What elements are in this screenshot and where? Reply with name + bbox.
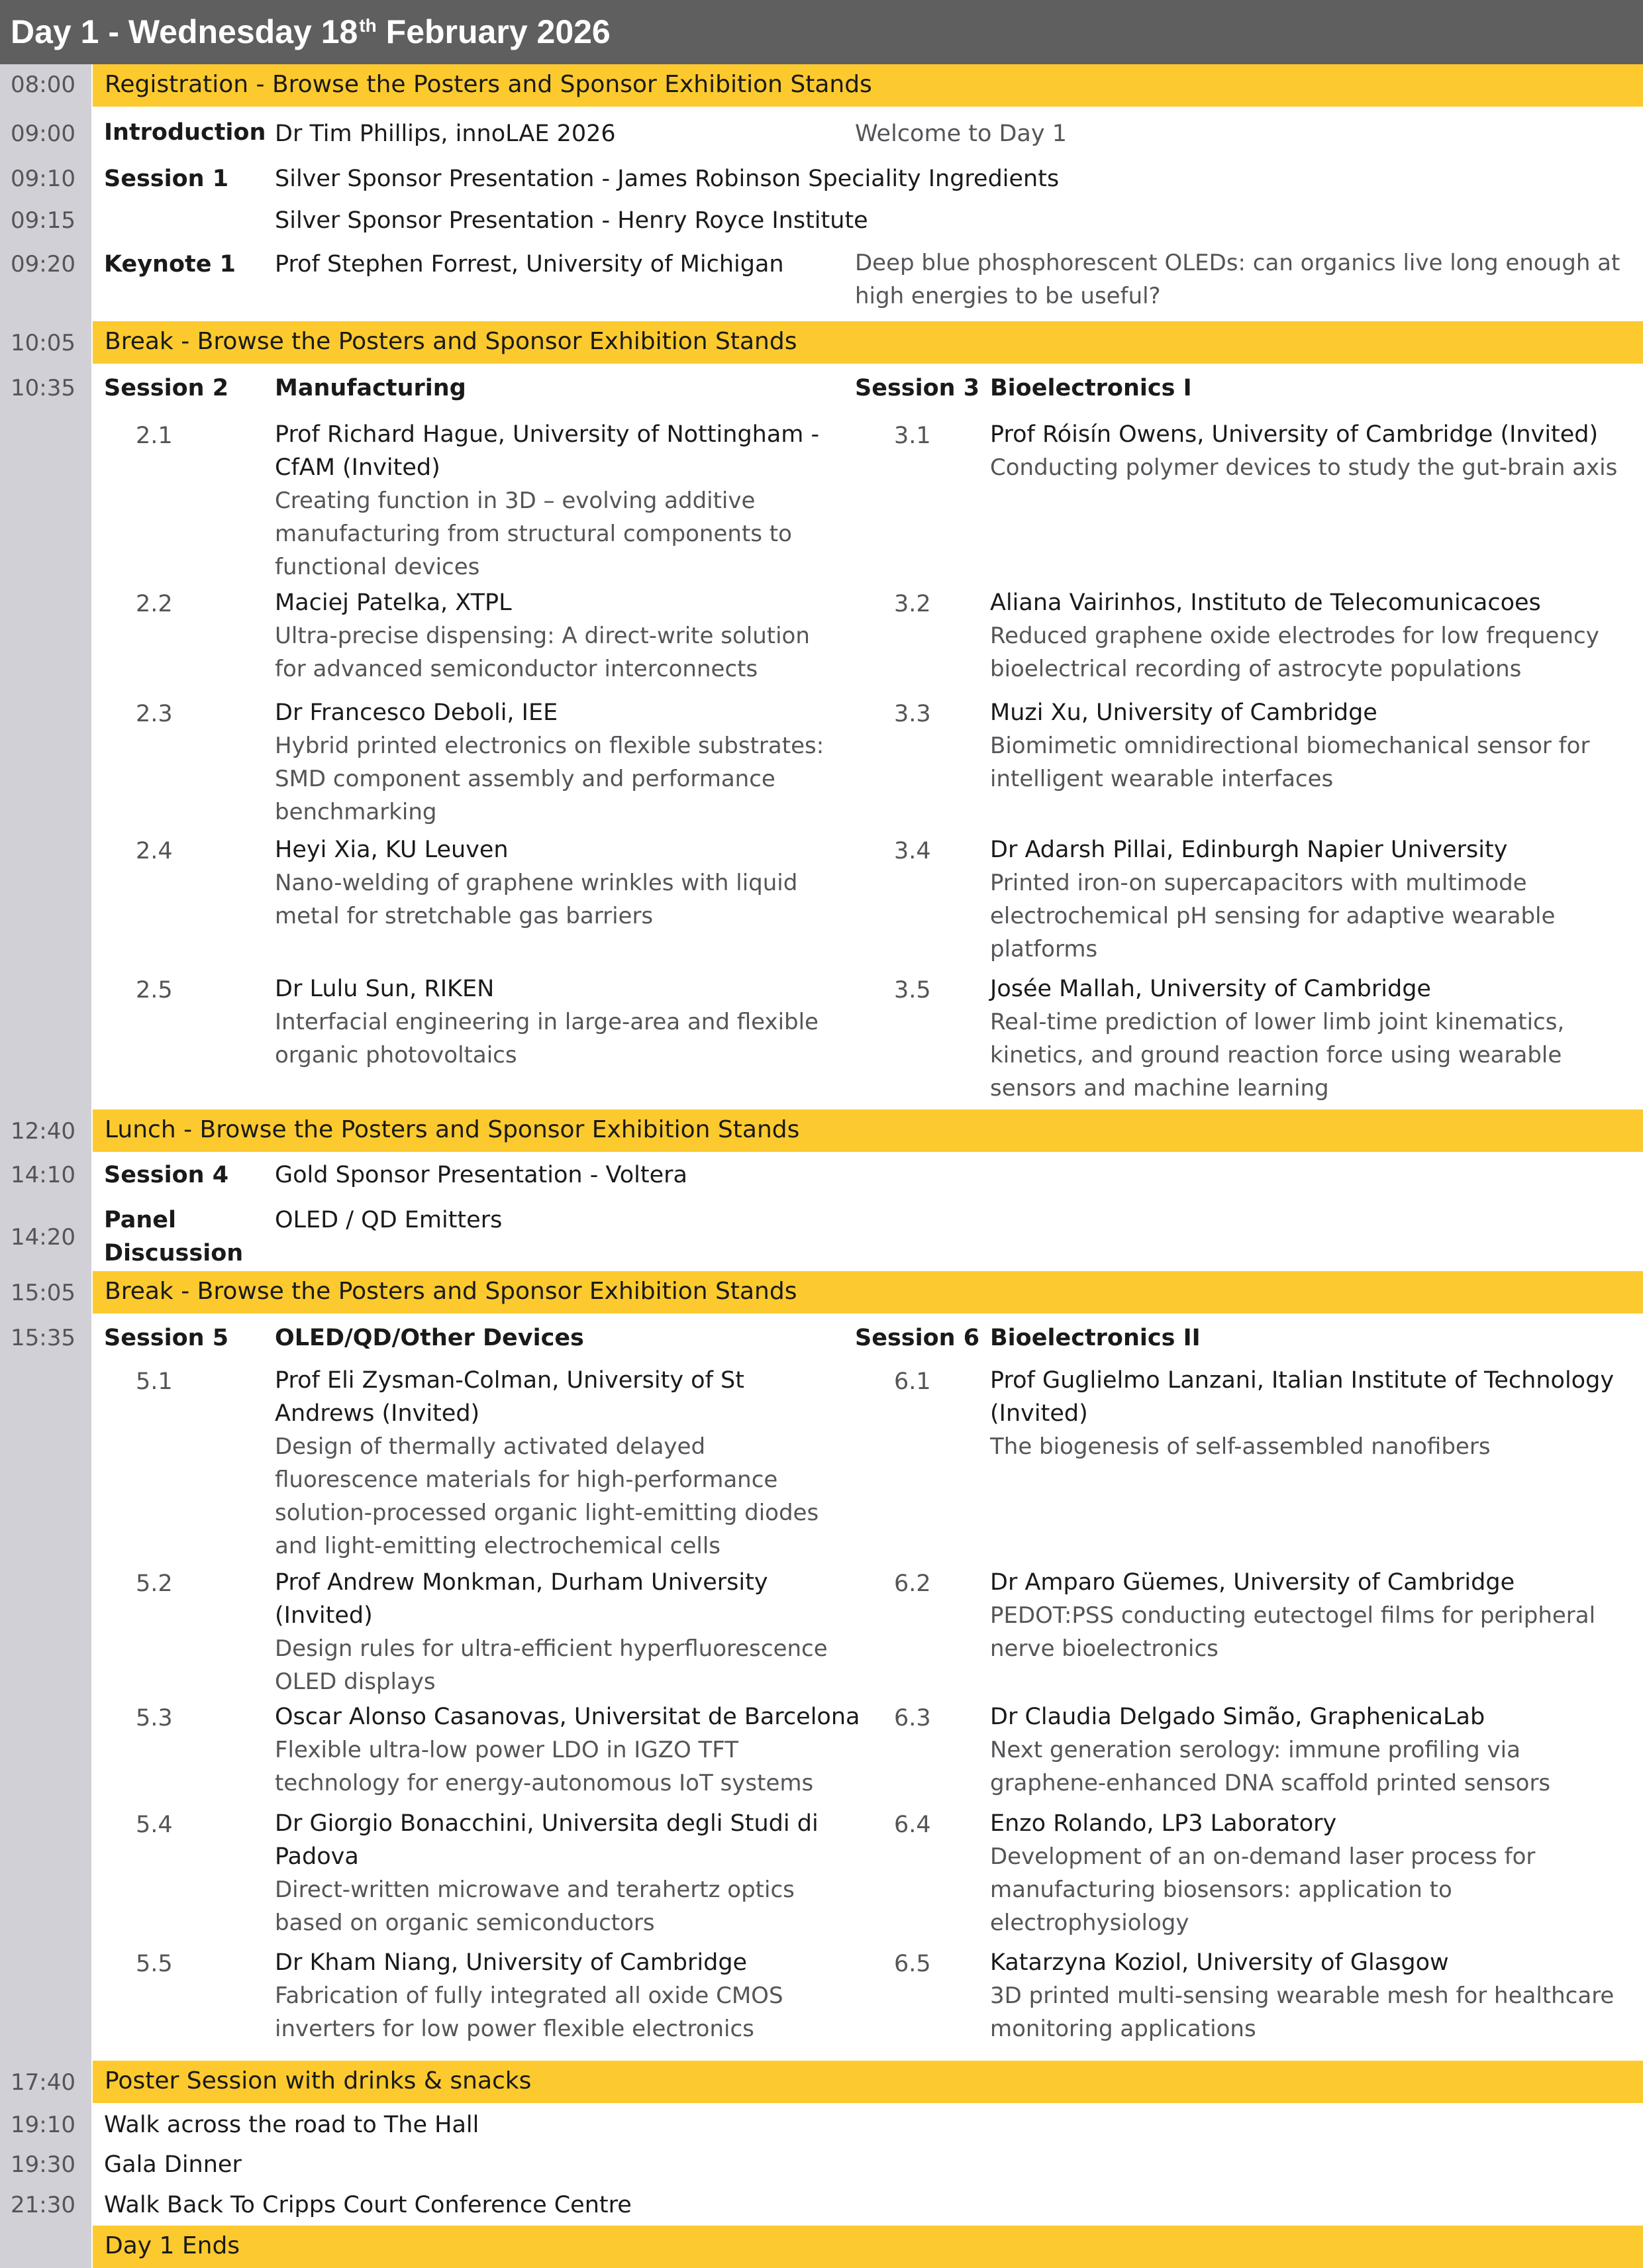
talk-speaker: Dr Claudia Delgado Simão, GraphenicaLab	[990, 1704, 1485, 1730]
session4-label: Session 4	[104, 1162, 229, 1188]
talk-title: Development of an on-demand laser process for manufacturing biosensors: application to electrophysiology	[990, 1843, 1536, 1936]
talk-number: 3.1	[894, 423, 931, 449]
talk-number: 5.2	[136, 1571, 173, 1597]
day-header: Day 1 - Wednesday 18th February 2026	[0, 0, 1643, 64]
talk-title: Next generation serology: immune profiling via graphene-enhanced DNA scaffold printed sensors	[990, 1737, 1551, 1796]
session5-label: Session 5	[104, 1325, 229, 1351]
break-band: Break - Browse the Posters and Sponsor Exhibition Stands	[93, 1271, 1643, 1314]
talk-speaker: Enzo Rolando, LP3 Laboratory	[990, 1810, 1337, 1837]
talk-speaker: Prof Róisín Owens, University of Cambridge (Invited)	[990, 421, 1599, 448]
intro-note: Welcome to Day 1	[855, 121, 1067, 147]
session2-label: Session 2	[104, 375, 229, 401]
talk-title: Flexible ultra-low power LDO in IGZO TFT technology for energy-autonomous IoT systems	[275, 1737, 814, 1796]
talk-speaker: Dr Francesco Deboli, IEE	[275, 699, 558, 726]
break-band: Break - Browse the Posters and Sponsor Exhibition Stands	[93, 321, 1643, 364]
time-label: 09:00	[11, 121, 75, 147]
talk-number: 6.1	[894, 1368, 931, 1395]
talk-number: 2.2	[136, 591, 173, 617]
talk-title: Conducting polymer devices to study the gut-brain axis	[990, 454, 1618, 481]
talk-speaker: Dr Giorgio Bonacchini, Universita degli Studi di Padova	[275, 1810, 819, 1870]
talk-title: The biogenesis of self-assembled nanofibers	[990, 1433, 1491, 1460]
talk-speaker: Muzi Xu, University of Cambridge	[990, 699, 1377, 726]
gala-dinner: Gala Dinner	[104, 2151, 242, 2178]
time-label: 15:05	[11, 1280, 75, 1306]
talk-title: Creating function in 3D – evolving additive manufacturing from structural components to functional devices	[275, 488, 792, 580]
session5-topic: OLED/QD/Other Devices	[275, 1325, 584, 1351]
talk-number: 3.3	[894, 701, 931, 727]
talk-number: 5.1	[136, 1368, 173, 1395]
talk-speaker: Dr Adarsh Pillai, Edinburgh Napier University	[990, 837, 1508, 863]
time-label: 12:40	[11, 1118, 75, 1145]
talk-number: 6.4	[894, 1812, 931, 1838]
talk-speaker: Prof Richard Hague, University of Nottingham - CfAM (Invited)	[275, 421, 820, 481]
talk-title: Ultra-precise dispensing: A direct-write solution for advanced semiconductor interconnects	[275, 623, 810, 682]
intro-speaker: Dr Tim Phillips, innoLAE 2026	[275, 121, 616, 147]
talk-title: Design rules for ultra-efficient hyperfluorescence OLED displays	[275, 1635, 828, 1695]
talk-title: Design of thermally activated delayed fluorescence materials for high-performance solution-processed organic light-emitting diodes and light-emitting electrochemical cells	[275, 1433, 819, 1559]
walk-back: Walk Back To Cripps Court Conference Centre	[104, 2192, 632, 2218]
session6-topic: Bioelectronics II	[990, 1325, 1201, 1351]
sponsor-presentation: Silver Sponsor Presentation - Henry Royce Institute	[275, 207, 868, 234]
registration-band: Registration - Browse the Posters and Sponsor Exhibition Stands	[93, 64, 1643, 107]
talk-speaker: Prof Eli Zysman-Colman, University of St Andrews (Invited)	[275, 1367, 744, 1427]
time-label: 08:00	[11, 72, 75, 98]
talk-number: 3.4	[894, 838, 931, 864]
time-label: 10:05	[11, 330, 75, 356]
talk-speaker: Dr Amparo Güemes, University of Cambridge	[990, 1569, 1515, 1596]
talk-title: Fabrication of fully integrated all oxide CMOS inverters for low power flexible electronics	[275, 1983, 783, 2042]
talk-title: Printed iron-on supercapacitors with multimode electrochemical pH sensing for adaptive wearable platforms	[990, 870, 1556, 962]
time-label: 17:40	[11, 2069, 75, 2096]
talk-speaker: Josée Mallah, University of Cambridge	[990, 976, 1431, 1002]
sponsor-presentation: Gold Sponsor Presentation - Voltera	[275, 1162, 687, 1188]
session3-label: Session 3	[855, 375, 980, 401]
panel-topic: OLED / QD Emitters	[275, 1207, 503, 1233]
talk-title: Direct-written microwave and terahertz optics based on organic semiconductors	[275, 1877, 795, 1936]
talk-speaker: Prof Andrew Monkman, Durham University (Invited)	[275, 1569, 768, 1629]
talk-title: Hybrid printed electronics on flexible substrates: SMD component assembly and performance benchmarking	[275, 733, 824, 825]
talk-speaker: Heyi Xia, KU Leuven	[275, 837, 509, 863]
time-label: 19:10	[11, 2112, 75, 2138]
talk-number: 6.5	[894, 1951, 931, 1977]
talk-speaker: Katarzyna Koziol, University of Glasgow	[990, 1949, 1449, 1976]
talk-number: 2.5	[136, 977, 173, 1004]
talk-number: 3.2	[894, 591, 931, 617]
talk-speaker: Maciej Patelka, XTPL	[275, 590, 512, 616]
talk-title: Interfacial engineering in large-area and flexible organic photovoltaics	[275, 1009, 819, 1068]
talk-title: Real-time prediction of lower limb joint kinematics, kinetics, and ground reaction force using wearable sensors and machine learning	[990, 1009, 1565, 1102]
panel-label-line2: Discussion	[104, 1240, 244, 1266]
time-label: 14:20	[11, 1224, 75, 1251]
keynote-title: Deep blue phosphorescent OLEDs: can organics live long enough at high energies to be useful?	[855, 250, 1620, 309]
time-label: 19:30	[11, 2151, 75, 2178]
talk-number: 2.4	[136, 838, 173, 864]
talk-number: 3.5	[894, 977, 931, 1004]
evening-walk: Walk across the road to The Hall	[104, 2112, 479, 2138]
talk-number: 2.1	[136, 423, 173, 449]
talk-speaker: Dr Lulu Sun, RIKEN	[275, 976, 495, 1002]
time-label: 21:30	[11, 2192, 75, 2218]
time-label: 09:20	[11, 251, 75, 278]
time-label: 15:35	[11, 1325, 75, 1351]
talk-number: 5.4	[136, 1812, 173, 1838]
day-end-band: Day 1 Ends	[93, 2226, 1643, 2268]
talk-speaker: Oscar Alonso Casanovas, Universitat de Barcelona	[275, 1704, 860, 1730]
lunch-band: Lunch - Browse the Posters and Sponsor Exhibition Stands	[93, 1109, 1643, 1152]
time-label: 10:35	[11, 375, 75, 401]
talk-title: Nano-welding of graphene wrinkles with liquid metal for stretchable gas barriers	[275, 870, 798, 929]
session2-topic: Manufacturing	[275, 375, 466, 401]
talk-title: PEDOT:PSS conducting eutectogel films for peripheral nerve bioelectronics	[990, 1602, 1596, 1662]
talk-title: Reduced graphene oxide electrodes for low frequency bioelectrical recording of astrocyte populations	[990, 623, 1599, 682]
keynote-speaker: Prof Stephen Forrest, University of Michigan	[275, 251, 784, 278]
session3-topic: Bioelectronics I	[990, 375, 1192, 401]
poster-session-band: Poster Session with drinks & snacks	[93, 2061, 1643, 2103]
talk-title: 3D printed multi-sensing wearable mesh for healthcare monitoring applications	[990, 1983, 1615, 2042]
session6-label: Session 6	[855, 1325, 980, 1351]
intro-label: Introduction	[104, 119, 266, 146]
time-label: 14:10	[11, 1162, 75, 1188]
talk-number: 6.2	[894, 1571, 931, 1597]
talk-number: 6.3	[894, 1705, 931, 1731]
time-label: 09:10	[11, 166, 75, 192]
keynote-label: Keynote 1	[104, 251, 236, 278]
session1-label: Session 1	[104, 166, 229, 192]
talk-speaker: Dr Kham Niang, University of Cambridge	[275, 1949, 748, 1976]
panel-label: Panel	[104, 1207, 176, 1233]
time-label: 09:15	[11, 207, 75, 234]
talk-speaker: Aliana Vairinhos, Instituto de Telecomunicacoes	[990, 590, 1541, 616]
talk-number: 2.3	[136, 701, 173, 727]
talk-speaker: Prof Guglielmo Lanzani, Italian Institute of Technology (Invited)	[990, 1367, 1615, 1427]
sponsor-presentation: Silver Sponsor Presentation - James Robinson Speciality Ingredients	[275, 166, 1060, 192]
talk-number: 5.3	[136, 1705, 173, 1731]
talk-number: 5.5	[136, 1951, 173, 1977]
talk-title: Biomimetic omnidirectional biomechanical sensor for intelligent wearable interfaces	[990, 733, 1590, 792]
